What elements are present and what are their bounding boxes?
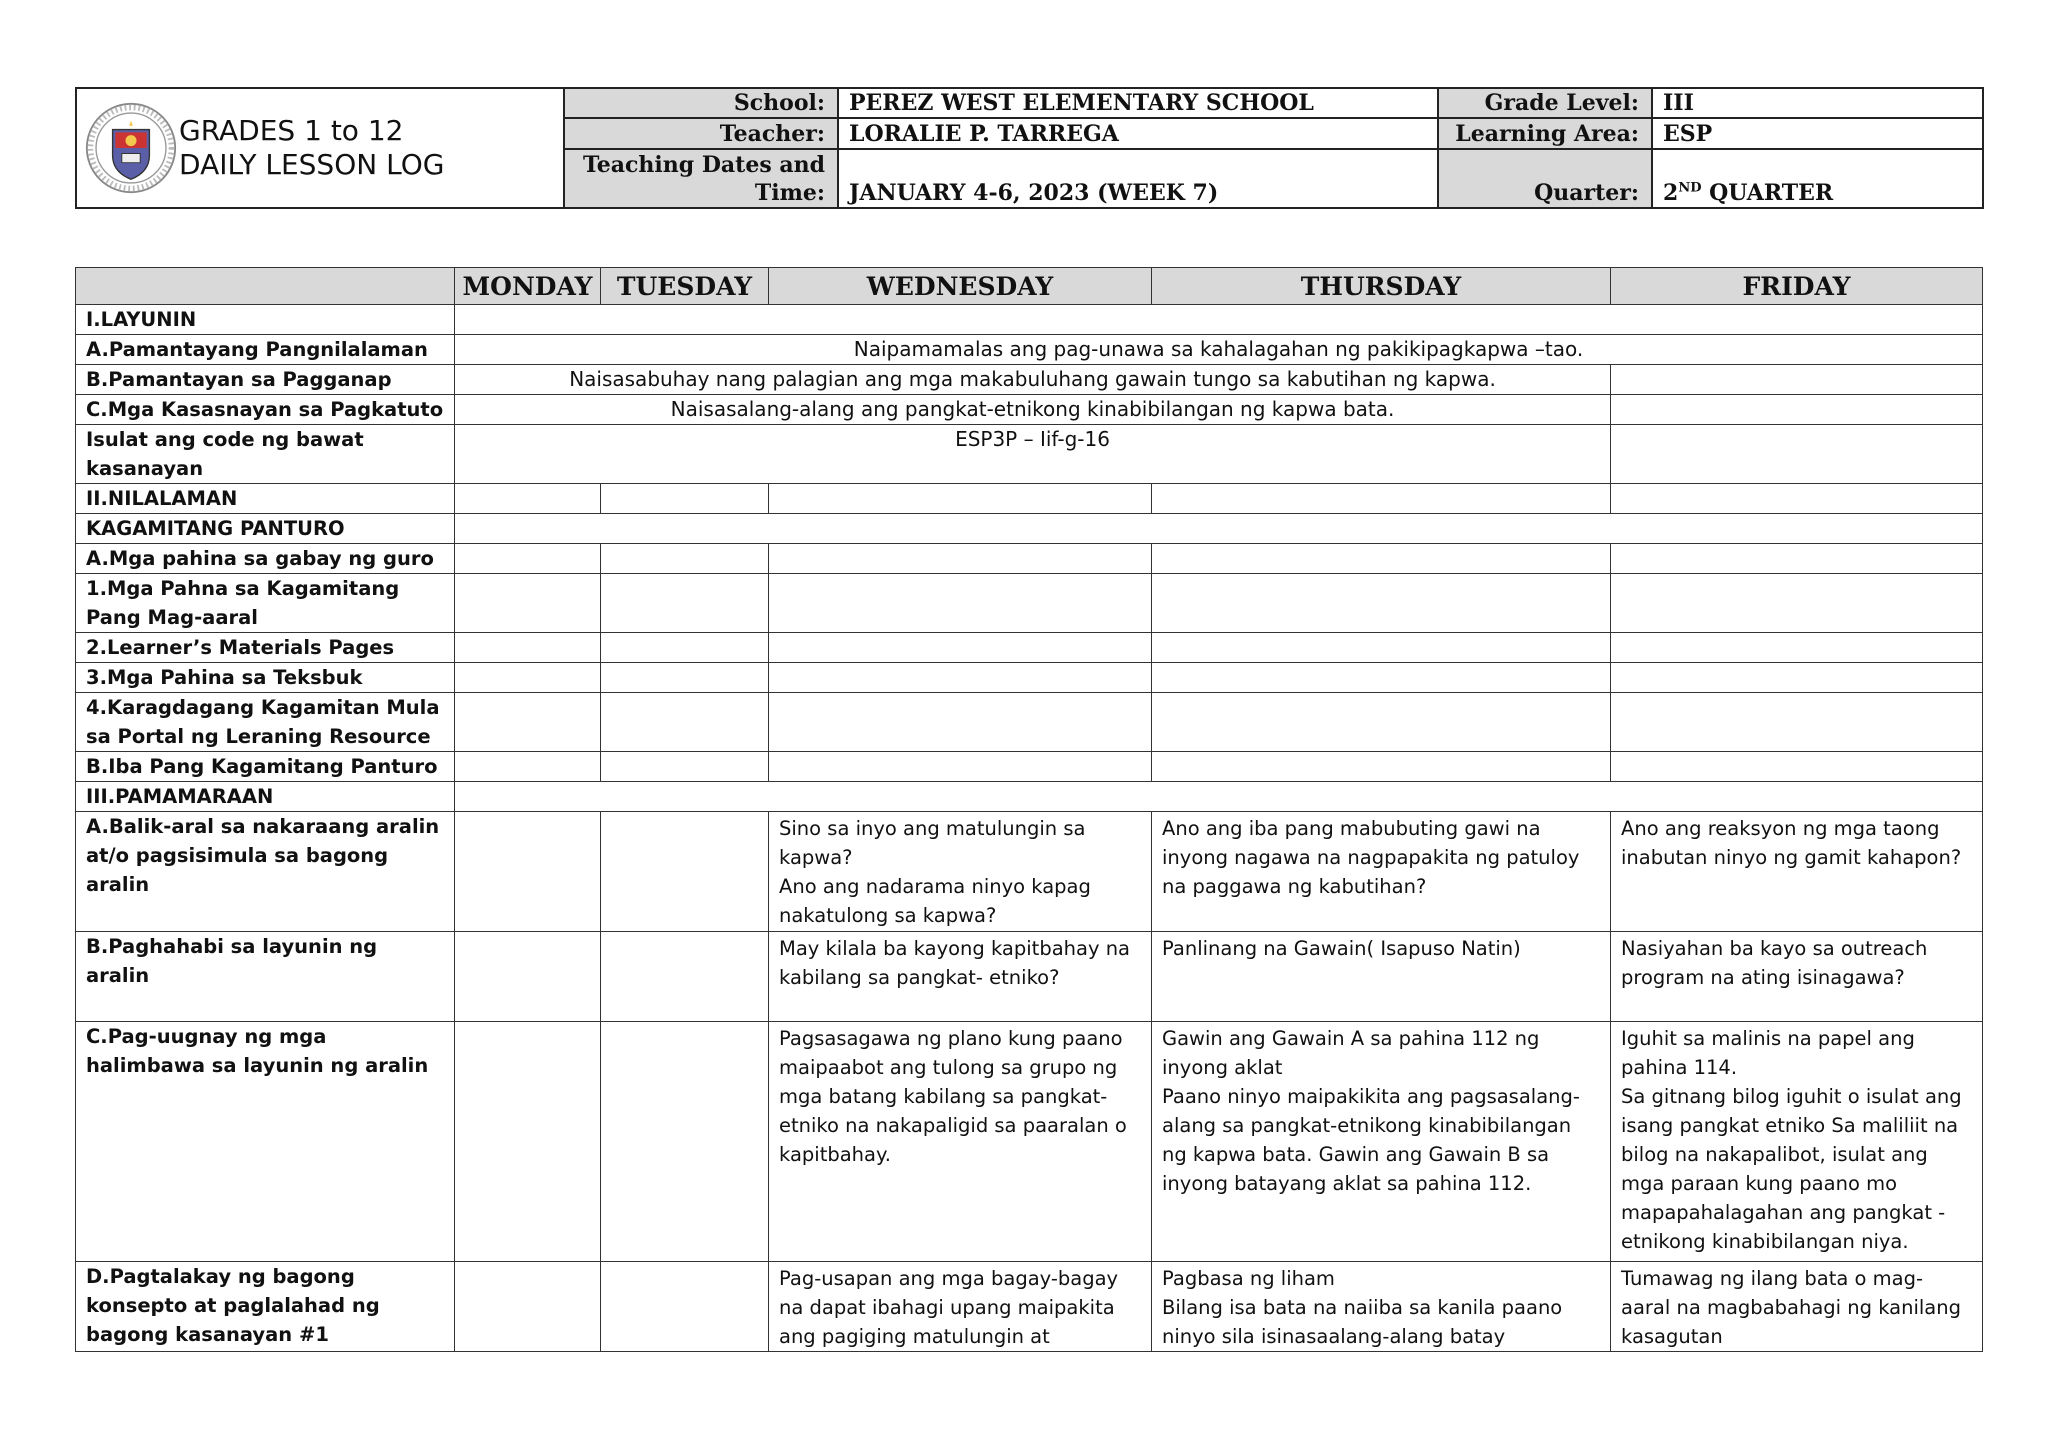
code-text: ESP3P – Iif-g-16 — [455, 425, 1611, 484]
row-label-kagamitang-pang-mag-aaral: 1.Mga Pahna sa Kagamitang Pang Mag-aaral — [76, 574, 455, 633]
row-cell — [455, 932, 601, 1022]
deped-seal-icon — [85, 102, 177, 194]
row-cell — [601, 693, 769, 752]
paghahabi-friday: Nasiyahan ba kayo sa outreach program na ating isinagawa? — [1611, 932, 1983, 1022]
row-cell — [769, 484, 1152, 514]
row-cell — [601, 752, 769, 782]
pamantayan-sa-pagganap-text: Naisasabuhay nang palagian ang mga makabuluhang gawain tungo sa kabutihan ng kapwa. — [455, 365, 1611, 395]
row-cell — [769, 663, 1152, 693]
row-label-kasanayan: C.Mga Kasasnayan sa Pagkatuto — [76, 395, 455, 425]
row-cell — [1152, 633, 1611, 663]
row-label-kagamitang-panturo: KAGAMITANG PANTURO — [76, 514, 455, 544]
row-cell — [455, 663, 601, 693]
row-cell — [601, 574, 769, 633]
quarter-ordinal: ND — [1678, 180, 1702, 196]
pag-uugnay-friday: Iguhit sa malinis na papel ang pahina 114. Sa gitnang bilog iguhit o isulat ang isang pangkat etniko Sa maliliit na bilog na nakapalibot, isulat ang mga paraan kung paano mo mapapahalagahan ang pangkat -etnikong kinabibilangan niya. — [1611, 1022, 1983, 1262]
row-label-balik-aral: A.Balik-aral sa nakaraang aralin at/o pagsisimula sa bagong aralin — [76, 812, 455, 932]
row-cell — [455, 484, 601, 514]
row-label-nilalaman: II.NILALAMAN — [76, 484, 455, 514]
teaching-dates-value: JANUARY 4-6, 2023 (WEEK 7) — [838, 149, 1438, 209]
teaching-dates-label-line1: Teaching Dates and — [582, 152, 825, 178]
row-cell — [1152, 544, 1611, 574]
teacher-value: LORALIE P. TARREGA — [838, 118, 1438, 148]
row-cell — [601, 1022, 769, 1262]
row-cell — [455, 693, 601, 752]
row-cell — [455, 812, 601, 932]
day-header-friday: FRIDAY — [1611, 268, 1983, 305]
row-cell — [1152, 484, 1611, 514]
grade-level-value: III — [1652, 88, 1983, 118]
row-cell — [1152, 663, 1611, 693]
row-cell — [455, 514, 1983, 544]
day-header-thursday: THURSDAY — [1152, 268, 1611, 305]
logo-title-cell — [76, 88, 564, 208]
learning-area-value: ESP — [1652, 118, 1983, 148]
grade-level-label: Grade Level: — [1438, 88, 1652, 118]
day-header-monday: MONDAY — [455, 268, 601, 305]
row-cell — [1611, 693, 1983, 752]
row-label-pagtalakay: D.Pagtalakay ng bagong konsepto at paglalahad ng bagong kasanayan #1 — [76, 1262, 455, 1352]
row-cell — [769, 574, 1152, 633]
row-cell — [1611, 395, 1983, 425]
row-cell — [1152, 574, 1611, 633]
row-cell — [1611, 365, 1983, 395]
lesson-log-table — [75, 267, 1983, 1352]
balik-aral-wednesday: Sino sa inyo ang matulungin sa kapwa? Ano ang nadarama ninyo kapag nakatulong sa kapwa? — [769, 812, 1152, 932]
row-cell — [601, 544, 769, 574]
row-cell — [601, 484, 769, 514]
quarter-number: 2 — [1663, 180, 1679, 206]
row-cell — [601, 633, 769, 663]
teaching-dates-label — [564, 149, 838, 209]
row-cell — [455, 1262, 601, 1352]
teaching-dates-label-line2: Time: — [754, 180, 825, 206]
form-title-line2: DAILY LESSON LOG — [179, 148, 445, 181]
school-value: PEREZ WEST ELEMENTARY SCHOOL — [838, 88, 1438, 118]
row-cell — [601, 812, 769, 932]
kasanayan-text: Naisasalang-alang ang pangkat-etnikong kinabibilangan ng kapwa bata. — [455, 395, 1611, 425]
row-cell — [601, 932, 769, 1022]
row-label-teksbuk: 3.Mga Pahina sa Teksbuk — [76, 663, 455, 693]
row-label-gabay-ng-guro: A.Mga pahina sa gabay ng guro — [76, 544, 455, 574]
school-label: School: — [564, 88, 838, 118]
row-label-layunin: I.LAYUNIN — [76, 305, 455, 335]
row-cell — [455, 544, 601, 574]
row-cell — [1611, 484, 1983, 514]
row-cell — [1611, 425, 1983, 484]
quarter-label: Quarter: — [1438, 149, 1652, 209]
row-cell — [455, 752, 601, 782]
pamantayang-pangnilalaman-text: Naipamamalas ang pag-unawa sa kahalagahan ng pakikipagkapwa –tao. — [455, 335, 1983, 365]
row-cell — [769, 544, 1152, 574]
row-label-pamantayan-sa-pagganap: B.Pamantayan sa Pagganap — [76, 365, 455, 395]
balik-aral-thursday: Ano ang iba pang mabubuting gawi na inyong nagawa na nagpapakita ng patuloy na paggawa ng kabutihan? — [1152, 812, 1611, 932]
row-cell — [455, 633, 601, 663]
row-label-pag-uugnay: C.Pag-uugnay ng mga halimbawa sa layunin ng aralin — [76, 1022, 455, 1262]
paghahabi-wednesday: May kilala ba kayong kapitbahay na kabilang sa pangkat- etniko? — [769, 932, 1152, 1022]
row-cell — [1611, 544, 1983, 574]
learning-area-label: Learning Area: — [1438, 118, 1652, 148]
row-cell — [601, 1262, 769, 1352]
pagtalakay-wednesday: Pag-usapan ang mga bagay-bagay na dapat ibahagi upang maipakita ang pagiging matulungin at — [769, 1262, 1152, 1352]
row-label-portal: 4.Karagdagang Kagamitan Mula sa Portal ng Leraning Resource — [76, 693, 455, 752]
form-title-line1: GRADES 1 to 12 — [179, 114, 404, 147]
quarter-value — [1652, 149, 1983, 209]
row-cell — [455, 574, 601, 633]
row-cell — [769, 693, 1152, 752]
row-cell — [455, 782, 1983, 812]
row-label-code: Isulat ang code ng bawat kasanayan — [76, 425, 455, 484]
row-cell — [1611, 663, 1983, 693]
header-table — [75, 87, 1984, 209]
day-header-wednesday: WEDNESDAY — [769, 268, 1152, 305]
quarter-word: QUARTER — [1701, 180, 1834, 206]
pagtalakay-friday: Tumawag ng ilang bata o mag-aaral na magbabahagi ng kanilang kasagutan — [1611, 1262, 1983, 1352]
row-label-iba-pang-kagamitan: B.Iba Pang Kagamitang Panturo — [76, 752, 455, 782]
row-label-pamantayang-pangnilalaman: A.Pamantayang Pangnilalaman — [76, 335, 455, 365]
day-header-tuesday: TUESDAY — [601, 268, 769, 305]
row-label-pamamaraan: III.PAMAMARAAN — [76, 782, 455, 812]
pag-uugnay-wednesday: Pagsasagawa ng plano kung paano maipaabot ang tulong sa grupo ng mga batang kabilang sa pangkat-etniko na nakapaligid sa paaralan o kapitbahay. — [769, 1022, 1152, 1262]
balik-aral-friday: Ano ang reaksyon ng mga taong inabutan ninyo ng gamit kahapon? — [1611, 812, 1983, 932]
row-cell — [455, 1022, 601, 1262]
row-cell — [1152, 693, 1611, 752]
row-cell — [1152, 752, 1611, 782]
pagtalakay-thursday: Pagbasa ng liham Bilang isa bata na naiiba sa kanila paano ninyo sila isinasaalang-alang batay — [1152, 1262, 1611, 1352]
corner-header-cell — [76, 268, 455, 305]
pag-uugnay-thursday: Gawin ang Gawain A sa pahina 112 ng inyong aklat Paano ninyo maipakikita ang pagsasalang-alang sa pangkat-etnikong kinabibilangan ng kapwa bata. Gawin ang Gawain B sa inyong batayang aklat sa pahina 112. — [1152, 1022, 1611, 1262]
teacher-label: Teacher: — [564, 118, 838, 148]
row-cell — [1611, 574, 1983, 633]
row-cell — [1611, 633, 1983, 663]
row-label-paghahabi: B.Paghahabi sa layunin ng aralin — [76, 932, 455, 1022]
row-label-learners-materials: 2.Learner’s Materials Pages — [76, 633, 455, 663]
paghahabi-thursday: Panlinang na Gawain( Isapuso Natin) — [1152, 932, 1611, 1022]
row-cell — [769, 633, 1152, 663]
row-cell — [601, 663, 769, 693]
row-cell — [769, 752, 1152, 782]
row-cell — [455, 305, 1983, 335]
row-cell — [1611, 752, 1983, 782]
